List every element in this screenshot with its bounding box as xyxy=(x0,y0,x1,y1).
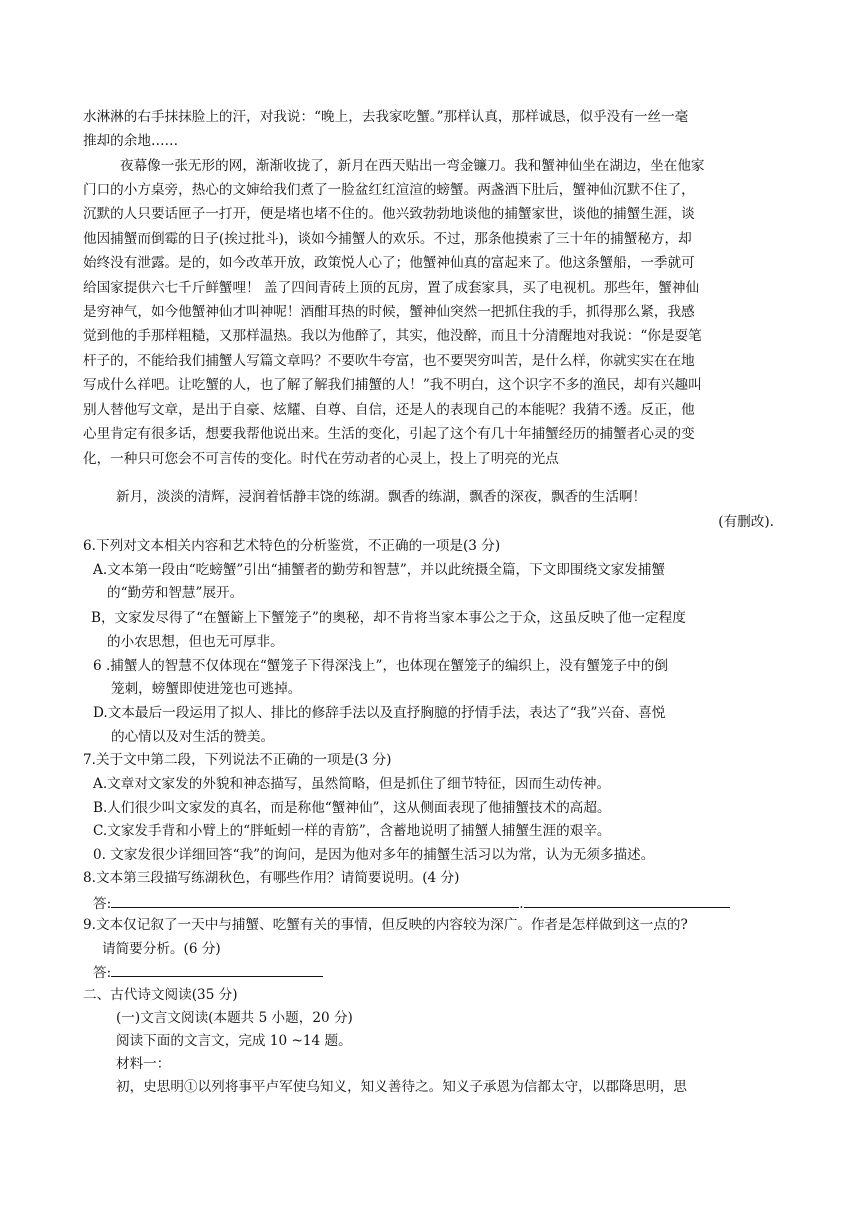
passage-line: 别人替他写文章，是出于自豪、炫耀、自尊、自信，还是人的表现自己的本能呢？我猜不透。反正，他 xyxy=(83,402,695,418)
material-label: 材料一： xyxy=(116,1056,171,1072)
q9-answer-label: 答: xyxy=(93,965,112,981)
passage-line: 始终没有泄露。是的，如今改革开放，政策悦人心了；他蟹神仙真的富起来了。他这条蟹船，一季就可 xyxy=(83,255,695,271)
q6-option-d-cont: 的心情以及对生活的赞美。 xyxy=(111,729,275,745)
q7-option-c: C.文家发手背和小臂上的“胖蚯蚓一样的青筋”，含蓄地说明了捕蟹人捕蟹生涯的艰辛。 xyxy=(93,823,611,839)
passage-line: 夜幕像一张无形的网，渐渐收拢了，新月在西天贴出一弯金镰刀。我和蟹神仙坐在湖边，坐在他家 xyxy=(120,158,705,174)
passage-line: 心里肯定有很多话，想要我帮他说出来。生活的变化，引起了这个有几十年捕蟹经历的捕蟹者心灵的变 xyxy=(83,426,695,442)
section-heading: 二、古代诗文阅读(35 分) xyxy=(83,987,238,1003)
q9-stem-cont: 请简要分析。(6 分) xyxy=(102,941,221,957)
q6-option-b-cont: 的小农思想，但也无可厚非。 xyxy=(107,634,284,650)
passage-line: 化，一种只可您会不可言传的变化。时代在劳动者的心灵上，投上了明亮的光点 xyxy=(83,451,559,467)
passage-line: 水淋淋的右手抹抹脸上的汗，对我说：“晚上，去我家吃蟹。”那样认真，那样诚恳，似乎没有一丝一毫 xyxy=(83,109,689,125)
q8-answer-blank[interactable] xyxy=(111,893,519,908)
passage-line: 杆子的，不能给我们捕蟹人写篇文章吗？不要吹牛夸富，也不要哭穷叫苦，是什么样，你就实实在在地 xyxy=(83,353,695,369)
passage-line: 门口的小方桌旁，热心的文婶给我们煮了一脸盆红红渲渲的螃蟹。两盏酒下肚后，蟹神仙沉默不住了， xyxy=(83,182,695,198)
passage-note: (有删改). xyxy=(718,514,774,530)
passage-line: 是穷神气，如今他蟹神仙才叫神呢！酒酣耳热的时候，蟹神仙突然一把抓住我的手，抓得那么紧，我感 xyxy=(83,304,695,320)
q7-option-a: A.文章对文家发的外貌和神态描写，虽然简略，但是抓住了细节特征，因而生动传神。 xyxy=(93,776,611,792)
q6-option-a-cont: 的“勤劳和智慧”展开。 xyxy=(107,585,244,601)
passage-line: 推却的余地…… xyxy=(83,133,179,149)
q7-option-d: 0. 文家发很少详细回答“我”的询问，是因为他对多年的捕蟹生活习以为常，认为无须多描述。 xyxy=(93,847,655,863)
q8-answer-label: 答: xyxy=(93,896,112,912)
section-instruction: 阅读下面的文言文，完成 10 ~14 题。 xyxy=(116,1033,352,1049)
q8-answer-blank-2[interactable] xyxy=(524,893,730,908)
passage-line: 他因捕蟹而倒霉的日子(挨过批斗)，谈如今捕蟹人的欢乐。不过，那条他摸索了三十年的捕蟹秘方，却 xyxy=(83,231,692,247)
passage-closing: 新月，淡淡的清辉，浸润着恬静丰饶的练湖。飘香的练湖，飘香的深夜，飘香的生活啊！ xyxy=(116,489,647,505)
q9-answer-row xyxy=(93,962,323,982)
q8-answer-row xyxy=(93,893,730,913)
q6-option-c-cont: 笼刺，螃蟹即使进笼也可逃掉。 xyxy=(111,681,302,697)
passage-line: 给国家提供六七千斤鲜蟹哩！ 盖了四间青砖上顶的瓦房，置了成套家具，买了电视机。那些年，蟹神仙 xyxy=(83,280,700,296)
passage-line: 觉到他的手那样粗糙，又那样温热。我以为他醉了，其实，他没醉，而且十分清醒地对我说：“你是耍笔 xyxy=(83,328,702,344)
q9-stem: 9.文本仅记叙了一天中与捕蟹、吃蟹有关的事情，但反映的内容较为深广。作者是怎样做到这一点的? xyxy=(83,917,688,933)
q8-stem: 8.文本第三段描写练湖秋色，有哪些作用？请简要说明。(4 分) xyxy=(83,870,460,886)
q9-answer-blank[interactable] xyxy=(111,962,323,977)
q6-option-a: A.文本第一段由“吃螃蟹”引出“捕蟹者的勤劳和智慧”，并以此统摄全篇，下文即围绕文家发捕蟹 xyxy=(93,562,666,578)
q6-stem: 6.下列对文本相关内容和艺术特色的分析鉴赏，不正确的一项是(3 分) xyxy=(83,538,501,554)
q6-option-c: 6 .捕蟹人的智慧不仅体现在“蟹笼子下得深浅上”，也体现在蟹笼子的编织上，没有蟹笼子中的倒 xyxy=(93,658,668,674)
subsection-heading: (一)文言文阅读(本题共 5 小题，20 分) xyxy=(116,1010,353,1026)
q6-option-d: D.文本最后一段运用了拟人、排比的修辞手法以及直抒胸臆的抒情手法，表达了“我”兴奋、喜悦 xyxy=(93,705,666,721)
passage-line: 沉默的人只要话匣子一打开，便是堵也堵不住的。他兴致勃勃地谈他的捕蟹家世，谈他的捕蟹生涯，谈 xyxy=(83,206,695,222)
passage-line: 写成什么祥吧。让吃蟹的人，也了解了解我们捕蟹的人！”我不明白，这个识字不多的渔民，却有兴趣叫 xyxy=(83,377,702,393)
q8-answer-mark: . xyxy=(519,896,524,912)
q7-stem: 7.关于文中第二段，下列说法不正确的一项是(3 分) xyxy=(83,752,392,768)
q7-option-b: B.人们很少叫文家发的真名，而是称他“蟹神仙”，这从侧面表现了他捕蟹技术的高超。 xyxy=(93,800,611,816)
classical-text-line: 初，史思明①以列将事平卢军使乌知义，知义善待之。知义子承恩为信都太守，以郡降思明，思 xyxy=(116,1079,687,1095)
q6-option-b: B，文家发尽得了“在蟹簖上下蟹笼子”的奥秘，却不肯将当家本事公之于众，这虽反映了他一定程度 xyxy=(91,610,686,626)
